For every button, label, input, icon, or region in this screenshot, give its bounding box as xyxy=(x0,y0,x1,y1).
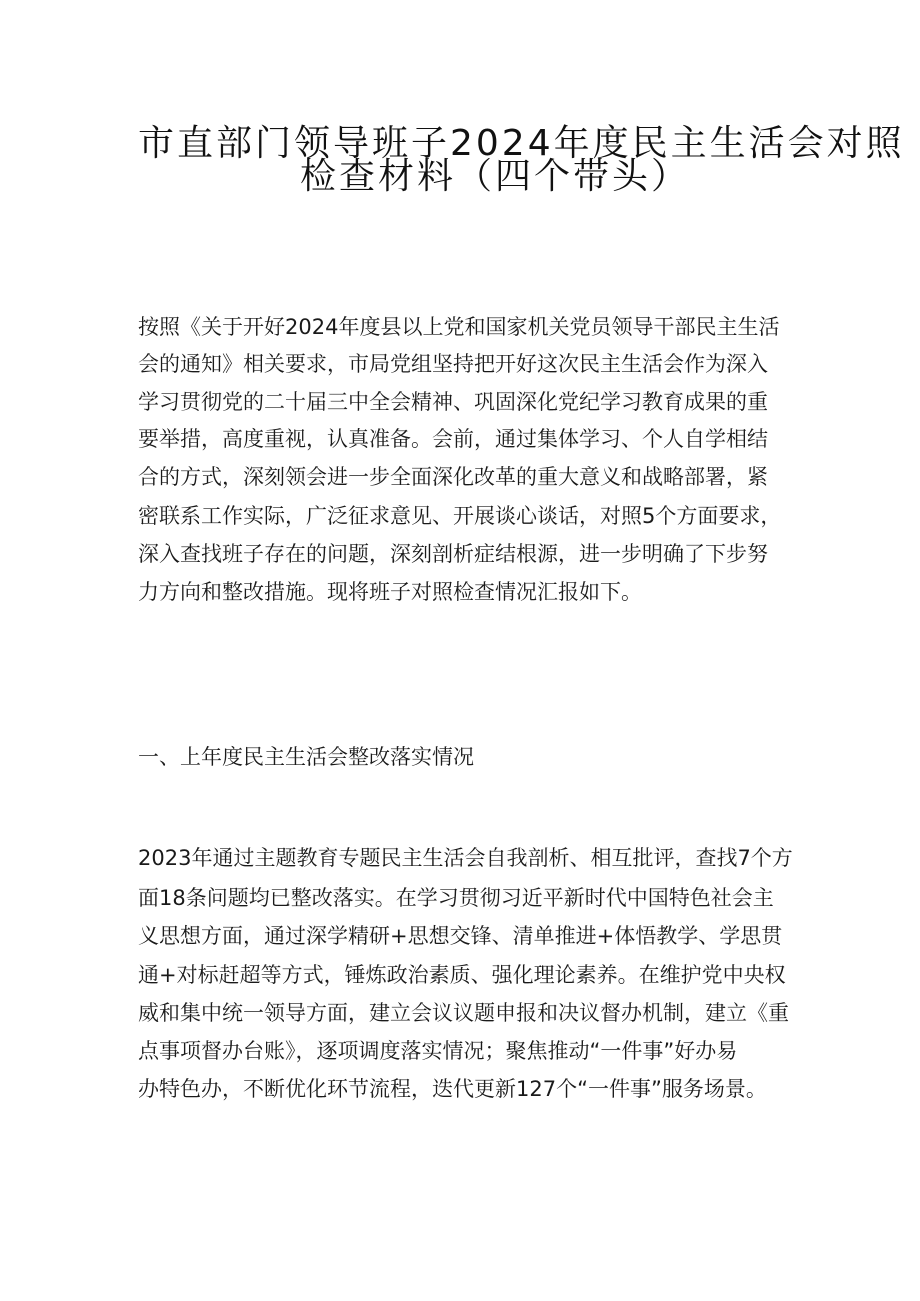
document-title-line-1: 市直部门领导班子2024年度民主生活会对照 xyxy=(138,123,905,164)
paragraph-1-line-2: 会的通知》相关要求，市局党组坚持把开好这次民主生活会作为深入 xyxy=(138,352,768,376)
paragraph-2-line-2: 面18条问题均已整改落实。在学习贯彻习近平新时代中国特色社会主 xyxy=(138,886,774,910)
paragraph-1-line-1: 按照《关于开好2024年度县以上党和国家机关党员领导干部民主生活 xyxy=(138,315,780,339)
paragraph-2-line-1: 2023年通过主题教育专题民主生活会自我剖析、相互批评，查找7个方 xyxy=(138,846,793,870)
paragraph-2-line-4: 通+对标赶超等方式，锤炼政治素质、强化理论素养。在维护党中央权 xyxy=(138,963,786,987)
paragraph-1-line-8: 力方向和整改措施。现将班子对照检查情况汇报如下。 xyxy=(138,580,642,604)
paragraph-2-line-7: 办特色办，不断优化环节流程，迭代更新127个“一件事”服务场景。 xyxy=(138,1077,767,1101)
paragraph-1-line-3: 学习贯彻党的二十届三中全会精神、巩固深化党纪学习教育成果的重 xyxy=(138,390,768,414)
paragraph-2-line-3: 义思想方面，通过深学精研+思想交锋、清单推进+体悟教学、学思贯 xyxy=(138,924,783,948)
paragraph-1-line-5: 合的方式，深刻领会进一步全面深化改革的重大意义和战略部署，紧 xyxy=(138,465,768,489)
document-title-line-2: 检查材料（四个带头） xyxy=(300,156,691,197)
section-1-heading: 一、上年度民主生活会整改落实情况 xyxy=(138,745,474,769)
paragraph-2-line-5: 威和集中统一领导方面，建立会议议题申报和决议督办机制，建立《重 xyxy=(138,1001,789,1025)
paragraph-1-line-7: 深入查找班子存在的问题，深刻剖析症结根源，进一步明确了下步努 xyxy=(138,542,768,566)
paragraph-1-line-6: 密联系工作实际，广泛征求意见、开展谈心谈话，对照5个方面要求， xyxy=(138,504,782,528)
paragraph-1-line-4: 要举措，高度重视，认真准备。会前，通过集体学习、个人自学相结 xyxy=(138,427,768,451)
paragraph-2-line-6: 点事项督办台账》，逐项调度落实情况；聚焦推动“一件事”好办易 xyxy=(138,1039,738,1063)
